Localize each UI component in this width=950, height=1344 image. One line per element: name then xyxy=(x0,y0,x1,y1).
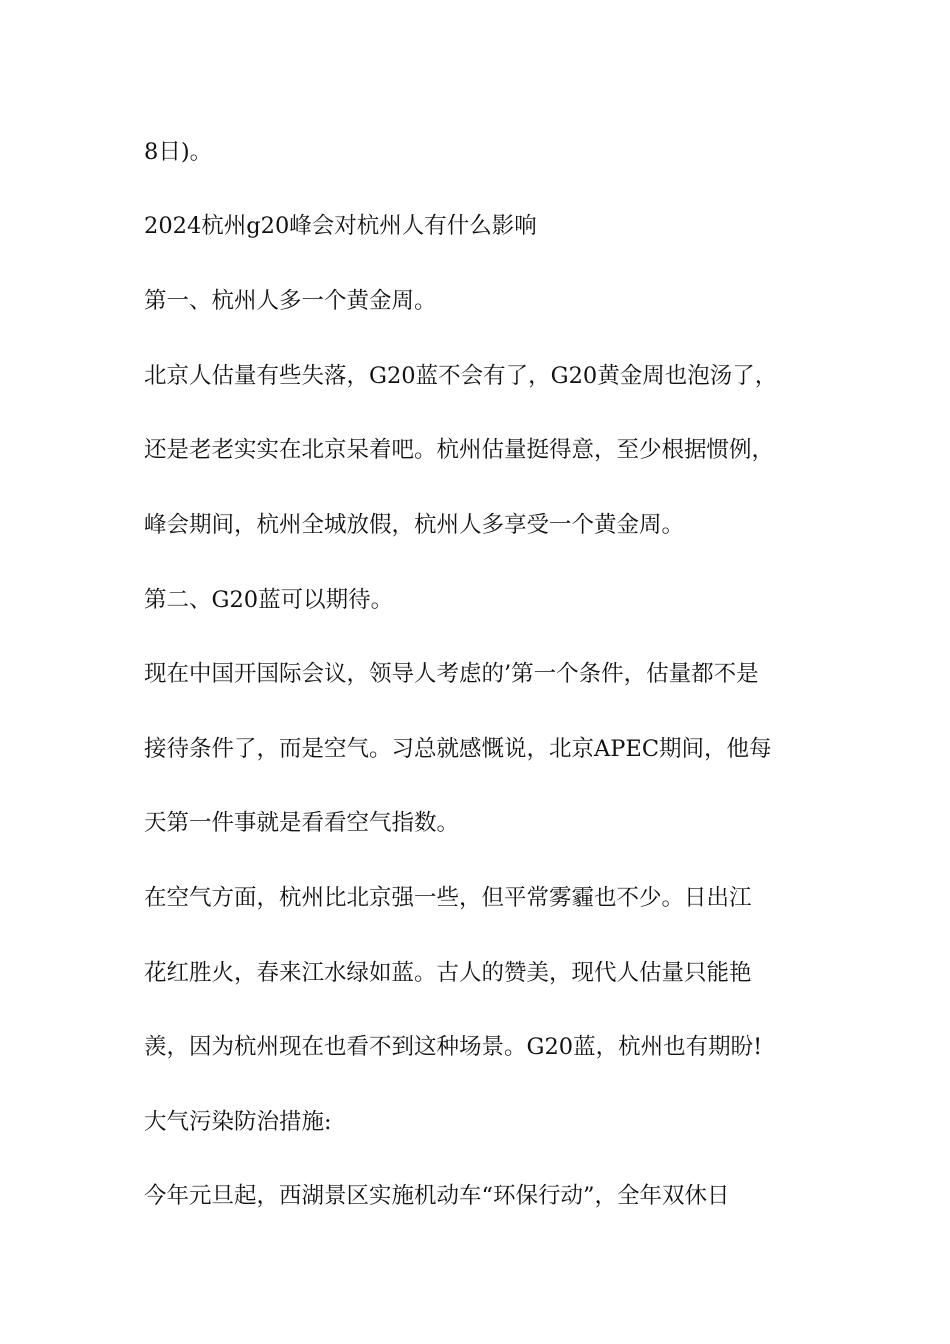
section-heading: 2024杭州g20峰会对杭州人有什么影响 xyxy=(144,213,537,239)
text-line: 天第一件事就是看看空气指数。 xyxy=(144,810,460,836)
text-line: 花红胜火，春来江水绿如蓝。古人的赞美，现代人估量只能艳 xyxy=(144,960,752,986)
text-line: 在空气方面，杭州比北京强一些，但平常雾霾也不少。日出江 xyxy=(144,885,752,911)
point-heading: 第一、杭州人多一个黄金周。 xyxy=(144,288,437,314)
text-line: 今年元旦起，西湖景区实施机动车“环保行动”，全年双休日 xyxy=(144,1183,730,1209)
text-line: 接待条件了，而是空气。习总就感慨说，北京APEC期间，他每 xyxy=(144,736,772,762)
point-heading: 第二、G20蓝可以期待。 xyxy=(144,587,394,613)
text-line: 还是老老实实在北京呆着吧。杭州估量挺得意，至少根据惯例， xyxy=(144,437,775,463)
text-line: 8日)。 xyxy=(144,139,213,165)
subsection-heading: 大气污染防治措施: xyxy=(144,1109,332,1135)
text-line: 峰会期间，杭州全城放假，杭州人多享受一个黄金周。 xyxy=(144,512,685,538)
text-line: 现在中国开国际会议，领导人考虑的’第一个条件，估量都不是 xyxy=(144,661,759,687)
text-line: 北京人估量有些失落，G20蓝不会有了，G20黄金周也泡汤了， xyxy=(144,363,778,389)
text-line: 羡，因为杭州现在也看不到这种场景。G20蓝，杭州也有期盼! xyxy=(144,1034,763,1060)
